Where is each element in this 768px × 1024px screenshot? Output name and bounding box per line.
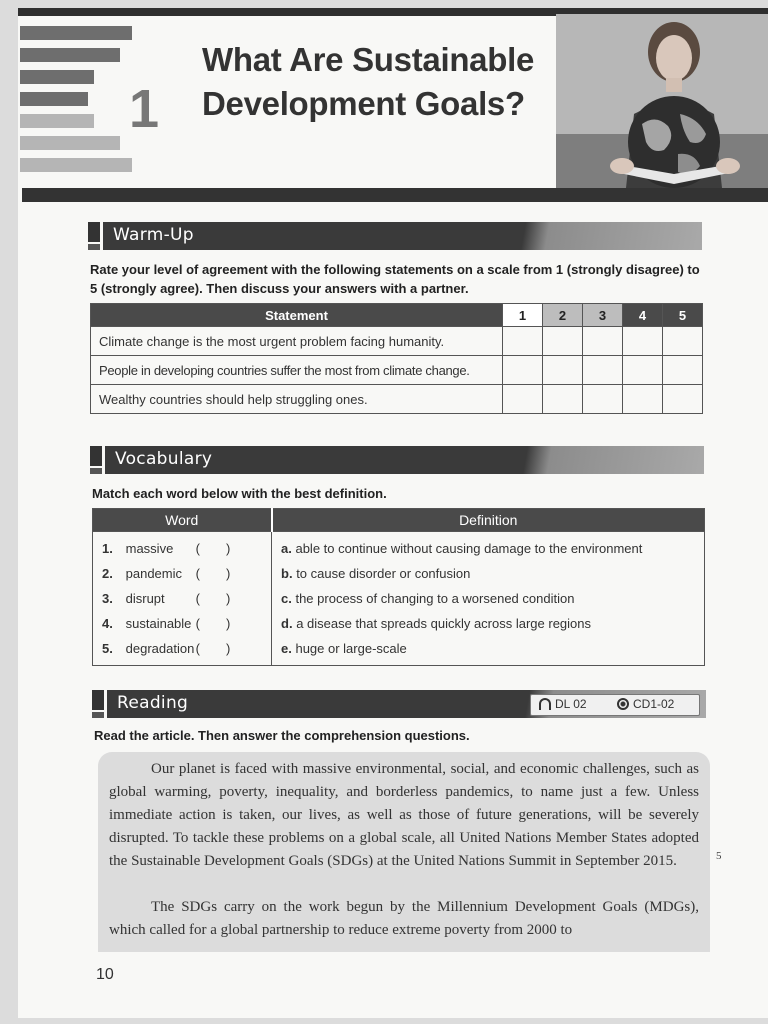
vocab-word: massive [125, 541, 174, 556]
warmup-heading: Warm-Up [113, 225, 194, 245]
definition-header: Definition [272, 509, 705, 532]
rating-box-2[interactable] [543, 327, 583, 356]
vocab-word: degradation [125, 641, 195, 656]
word-number: 5. [102, 641, 113, 656]
vocabulary-row [93, 532, 705, 562]
answer-paren-close: ) [225, 541, 231, 556]
scale-header-4: 4 [623, 304, 663, 327]
reading-heading: Reading [117, 693, 189, 713]
scale-header-2: 2 [543, 304, 583, 327]
rating-box-1[interactable] [503, 385, 543, 414]
rating-box-3[interactable] [583, 385, 623, 414]
page-number: 10 [96, 966, 114, 983]
vocabulary-row [93, 636, 705, 666]
statement-row [91, 356, 703, 385]
line-number: 5 [716, 850, 722, 862]
rating-box-5[interactable] [663, 327, 703, 356]
definition-text: to cause disorder or confusion [296, 566, 471, 581]
word-number: 3. [102, 591, 113, 606]
vocab-word: sustainable [125, 616, 192, 631]
answer-paren-close: ) [225, 641, 231, 656]
article-paragraph: Our planet is faced with massive environmental, social, and economic challenges, such as global warming, poverty, inequality, and borderless pandemics, to name just a few. Unless immediate action is taken, our lives, as well as those of future generations, will be severely disrupted. To tackle these problems on a global scale, all United Nations Member States adopted the Sustainable Development Goals (SDGs) at the United Nations Summit in September 2015. [109, 761, 699, 869]
vocabulary-row [93, 561, 705, 586]
answer-paren-open: ( [195, 541, 200, 556]
definition-text: able to continue without causing damage to the environment [295, 541, 643, 556]
cd-icon [617, 698, 629, 710]
audio-track-info[interactable] [530, 694, 700, 716]
definition-letter: b. [281, 566, 293, 581]
vocab-word: pandemic [125, 566, 182, 581]
vocabulary-instruction: Match each word below with the best definition. [92, 486, 387, 501]
statement-text: People in developing countries suffer the most from climate change. [91, 356, 503, 385]
textbook-page [18, 8, 768, 1018]
vocabulary-row [93, 586, 705, 611]
definition-text: a disease that spreads quickly across large regions [296, 616, 592, 631]
definition-text: huge or large-scale [295, 641, 407, 656]
word-header: Word [93, 509, 272, 532]
warmup-instruction: Rate your level of agreement with the following statements on a scale from 1 (strongly disagree) to 5 (strongly agree). Then discuss your answers with a partner. [90, 262, 700, 296]
answer-paren-open: ( [195, 641, 200, 656]
download-track-label: DL 02 [555, 697, 587, 711]
rating-box-2[interactable] [543, 356, 583, 385]
rating-box-2[interactable] [543, 385, 583, 414]
word-number: 2. [102, 566, 113, 581]
definition-letter: a. [281, 541, 292, 556]
article-paragraph: The SDGs carry on the work begun by the Millennium Development Goals (MDGs), which called for a global partnership to reduce extreme poverty from 2000 to [109, 899, 699, 938]
answer-paren-open: ( [195, 566, 200, 581]
rating-box-1[interactable] [503, 356, 543, 385]
vocabulary-table [92, 508, 705, 666]
statement-text: Wealthy countries should help struggling ones. [91, 385, 503, 414]
header-bottom-bar [22, 188, 768, 202]
rating-box-5[interactable] [663, 356, 703, 385]
woman-holding-globe-photo [556, 14, 768, 188]
definition-text: the process of changing to a worsened condition [295, 591, 575, 606]
answer-paren-close: ) [225, 591, 231, 606]
rating-box-4[interactable] [623, 327, 663, 356]
scale-header-5: 5 [663, 304, 703, 327]
cd-track-label: CD1-02 [633, 697, 675, 711]
vocabulary-heading-bar [90, 446, 704, 474]
chapter-number: 1 [128, 79, 160, 139]
statement-header: Statement [91, 304, 503, 327]
answer-paren-close: ) [225, 616, 231, 631]
reading-heading-bar [92, 690, 706, 718]
answer-paren-open: ( [195, 616, 200, 631]
warmup-rating-table [90, 303, 703, 414]
rating-box-3[interactable] [583, 356, 623, 385]
statement-row [91, 327, 703, 356]
vocab-word: disrupt [125, 591, 165, 606]
vocabulary-table-header [93, 509, 705, 532]
chapter-title: What Are Sustainable Development Goals? [202, 41, 535, 122]
answer-paren-open: ( [195, 591, 200, 606]
definition-letter: c. [281, 591, 292, 606]
word-number: 1. [102, 541, 113, 556]
rating-box-3[interactable] [583, 327, 623, 356]
definition-letter: d. [281, 616, 293, 631]
answer-paren-close: ) [225, 566, 231, 581]
warmup-table-header [91, 304, 703, 327]
vocabulary-heading: Vocabulary [115, 449, 213, 469]
reading-instruction: Read the article. Then answer the comprehension questions. [94, 728, 470, 743]
rating-box-4[interactable] [623, 356, 663, 385]
rating-box-5[interactable] [663, 385, 703, 414]
scale-header-1: 1 [503, 304, 543, 327]
statement-row [91, 385, 703, 414]
headphone-icon [539, 698, 551, 710]
word-number: 4. [102, 616, 113, 631]
scale-header-3: 3 [583, 304, 623, 327]
statement-text: Climate change is the most urgent problem facing humanity. [91, 327, 503, 356]
definition-letter: e. [281, 641, 292, 656]
reading-article [98, 752, 710, 952]
rating-box-1[interactable] [503, 327, 543, 356]
warmup-heading-bar [88, 222, 702, 250]
vocabulary-row [93, 611, 705, 636]
rating-box-4[interactable] [623, 385, 663, 414]
